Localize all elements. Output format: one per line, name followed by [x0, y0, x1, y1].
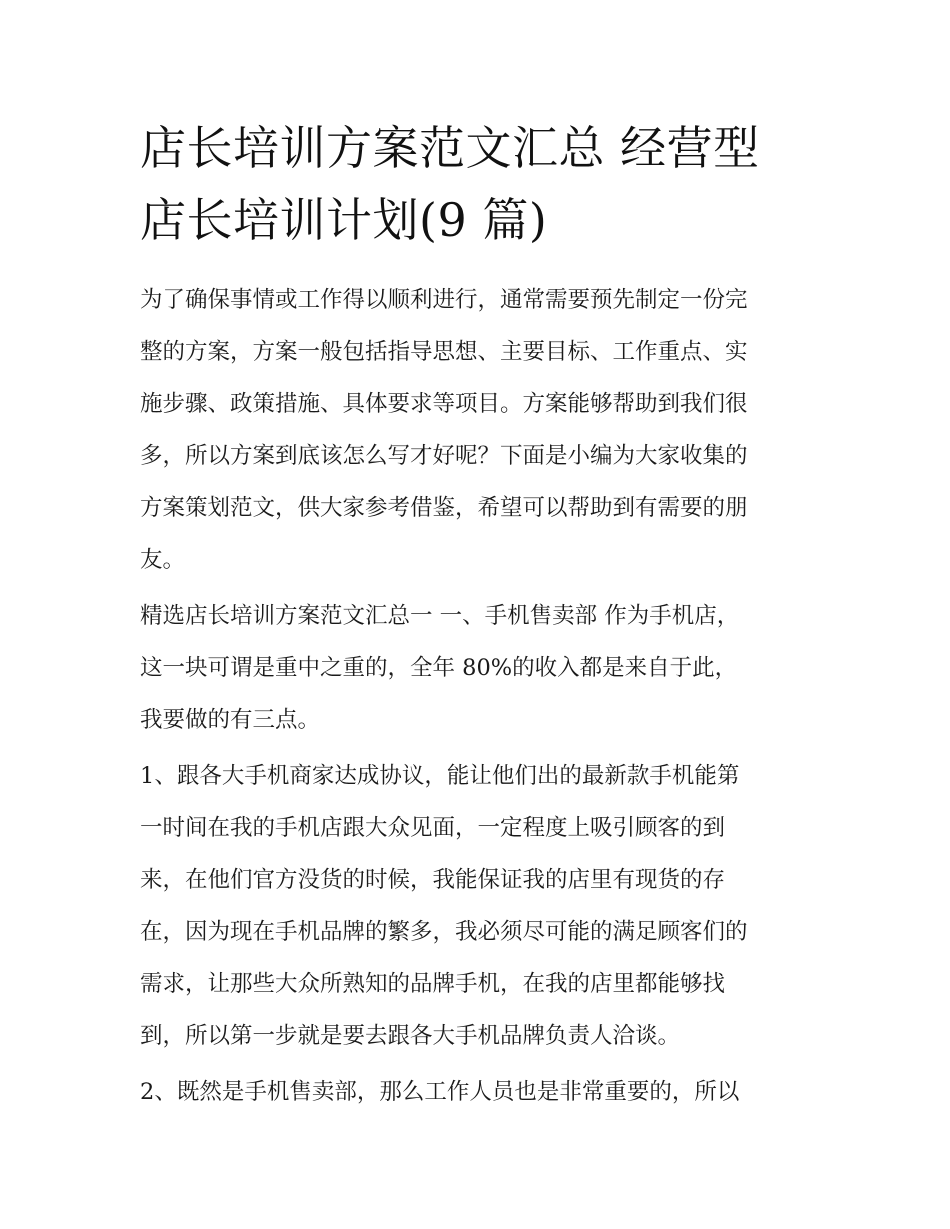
- text-line: 为了确保事情或工作得以顺利进行，通常需要预先制定一份完: [140, 287, 748, 313]
- title-line: 店长培训方案范文汇总 经营型: [140, 121, 760, 175]
- text-line: 整的方案，方案一般包括指导思想、主要目标、工作重点、实: [140, 339, 748, 365]
- section-intro-paragraph: [140, 590, 820, 746]
- text-line: 我要做的有三点。: [140, 707, 321, 733]
- text-line: 友。: [140, 547, 186, 573]
- point-1-paragraph: [140, 750, 820, 1062]
- text-line: 施步骤、政策措施、具体要求等项目。方案能够帮助到我们很: [140, 391, 748, 417]
- text-line: 多，所以方案到底该怎么写才好呢？下面是小编为大家收集的: [140, 443, 748, 469]
- intro-paragraph: [140, 274, 820, 586]
- text-line: 来，在他们官方没货的时候，我能保证我的店里有现货的存: [140, 867, 726, 893]
- document-body: [140, 274, 820, 1118]
- document-title: [140, 112, 820, 256]
- title-line: 店长培训计划(9 篇): [140, 193, 548, 247]
- text-line: 这一块可谓是重中之重的，全年 80%的收入都是来自于此，: [140, 655, 738, 681]
- text-line: 精选店长培训方案范文汇总一 一、手机售卖部 作为手机店，: [140, 603, 740, 629]
- text-line: 2、既然是手机售卖部，那么工作人员也是非常重要的，所以: [140, 1079, 740, 1105]
- text-line: 方案策划范文，供大家参考借鉴，希望可以帮助到有需要的朋: [140, 495, 748, 521]
- text-line: 一时间在我的手机店跟大众见面，一定程度上吸引顾客的到: [140, 815, 726, 841]
- text-line: 1、跟各大手机商家达成协议，能让他们出的最新款手机能第: [140, 763, 740, 789]
- text-line: 在，因为现在手机品牌的繁多，我必须尽可能的满足顾客们的: [140, 919, 748, 945]
- text-line: 需求，让那些大众所熟知的品牌手机，在我的店里都能够找: [140, 971, 726, 997]
- document-page: [140, 112, 820, 1118]
- point-2-paragraph: [140, 1066, 820, 1118]
- text-line: 到，所以第一步就是要去跟各大手机品牌负责人洽谈。: [140, 1023, 681, 1049]
